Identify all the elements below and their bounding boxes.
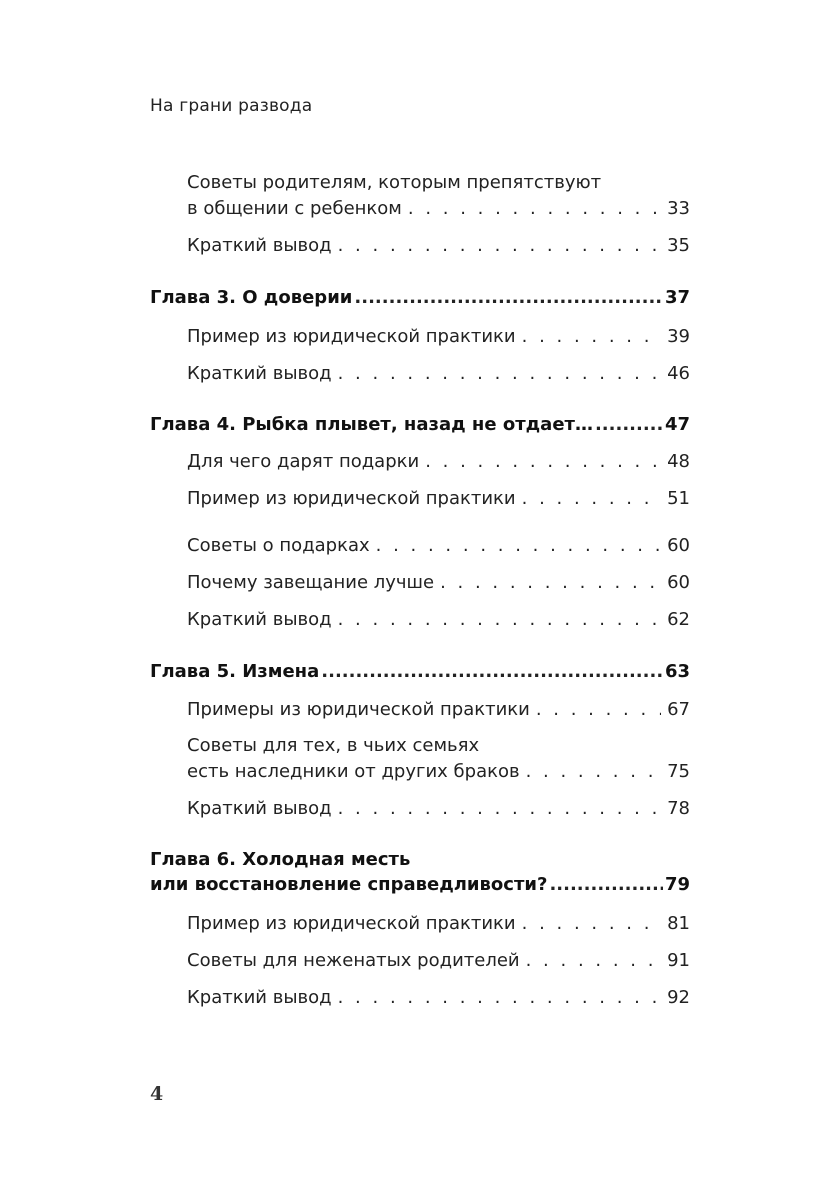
dot-leader (549, 872, 662, 897)
toc-entry-title: Пример из юридической практики (187, 488, 516, 509)
toc-entry[interactable] (187, 233, 690, 259)
toc-entry-title: Почему завещание лучше (187, 572, 435, 593)
dot-leader (338, 233, 661, 259)
toc-entry-page: 92 (667, 987, 690, 1008)
toc-chapter[interactable] (150, 659, 690, 684)
dot-leader (425, 449, 661, 475)
toc-chapter-title: или восстановление справедливости? (150, 874, 548, 895)
dot-leader (595, 412, 663, 437)
toc-entry-page: 60 (667, 535, 690, 556)
dot-leader (321, 659, 663, 684)
toc-entry-page: 35 (667, 235, 690, 256)
dot-leader (526, 759, 662, 785)
toc-entry[interactable] (187, 533, 690, 559)
toc-entry[interactable] (187, 985, 690, 1011)
toc-entry-page: 46 (667, 363, 690, 384)
toc-entry-title: Советы о подарках (187, 535, 370, 556)
dot-leader (522, 324, 661, 350)
toc-entry-title: Краткий вывод (187, 235, 332, 256)
toc-entry-title: Краткий вывод (187, 798, 332, 819)
toc-entry-page: 78 (667, 798, 690, 819)
toc-entry-page: 81 (667, 913, 690, 934)
toc-chapter-page: 47 (664, 414, 690, 435)
toc-entry-title: Краткий вывод (187, 987, 332, 1008)
dot-leader (522, 911, 661, 937)
toc-entry-title: Советы для неженатых родителей (187, 950, 520, 971)
toc-chapter[interactable] (150, 285, 690, 310)
toc-entry[interactable] (187, 570, 690, 596)
page-number: 4 (150, 1083, 164, 1105)
toc-entry-page: 91 (667, 950, 690, 971)
dot-leader (338, 796, 661, 822)
toc-entry-title: Пример из юридической практики (187, 326, 516, 347)
toc-entry-title-line1: Советы для тех, в чьих семьях (187, 735, 480, 756)
dot-leader (526, 948, 661, 974)
dot-leader (522, 486, 661, 512)
toc-entry-page: 39 (667, 326, 690, 347)
dot-leader (354, 285, 663, 310)
toc-chapter-page: 79 (664, 874, 690, 895)
toc-entry[interactable] (187, 324, 690, 350)
toc-chapter[interactable] (150, 412, 690, 437)
toc-entry[interactable] (187, 796, 690, 822)
toc-entry-page: 67 (667, 699, 690, 720)
toc-chapter-title: Глава 3. О доверии (150, 287, 353, 308)
toc-entry[interactable] (187, 948, 690, 974)
toc-entry-title: Краткий вывод (187, 609, 332, 630)
toc-entry-title: в общении с ребенком (187, 198, 402, 219)
toc-chapter-title: Глава 4. Рыбка плывет, назад не отдает… (150, 414, 593, 435)
toc-entry-title: Краткий вывод (187, 363, 332, 384)
toc-entry[interactable] (187, 486, 690, 512)
dot-leader (536, 697, 661, 723)
toc-entry[interactable] (187, 449, 690, 475)
toc-entry[interactable] (187, 733, 690, 785)
dot-leader (376, 533, 661, 559)
toc-entry-page: 48 (667, 451, 690, 472)
toc-entry-page: 62 (667, 609, 690, 630)
toc-chapter-page: 37 (664, 287, 690, 308)
toc-entry[interactable] (187, 170, 690, 222)
toc-entry-page: 75 (667, 761, 690, 782)
toc-entry-title-line1: Советы родителям, которым препятствуют (187, 172, 602, 193)
dot-leader (408, 196, 661, 222)
toc-chapter-title: Глава 5. Измена (150, 661, 320, 682)
dot-leader (338, 361, 661, 387)
dot-leader (338, 607, 661, 633)
toc-entry[interactable] (187, 607, 690, 633)
toc-entry-page: 51 (667, 488, 690, 509)
dot-leader (338, 985, 661, 1011)
toc-chapter[interactable] (150, 847, 690, 897)
toc-entry[interactable] (187, 911, 690, 937)
toc-entry[interactable] (187, 697, 690, 723)
toc-chapter-title-line1: Глава 6. Холодная месть (150, 849, 411, 870)
toc-entry-title: Пример из юридической практики (187, 913, 516, 934)
dot-leader (440, 570, 661, 596)
toc-entry-page: 60 (667, 572, 690, 593)
running-head: На грани развода (150, 96, 313, 116)
table-of-contents (150, 170, 690, 1011)
toc-chapter-page: 63 (664, 661, 690, 682)
toc-entry-title: Для чего дарят подарки (187, 451, 420, 472)
toc-entry-page: 33 (667, 198, 690, 219)
toc-entry-title: есть наследники от других браков (187, 761, 520, 782)
toc-entry-title: Примеры из юридической практики (187, 699, 530, 720)
toc-entry[interactable] (187, 361, 690, 387)
